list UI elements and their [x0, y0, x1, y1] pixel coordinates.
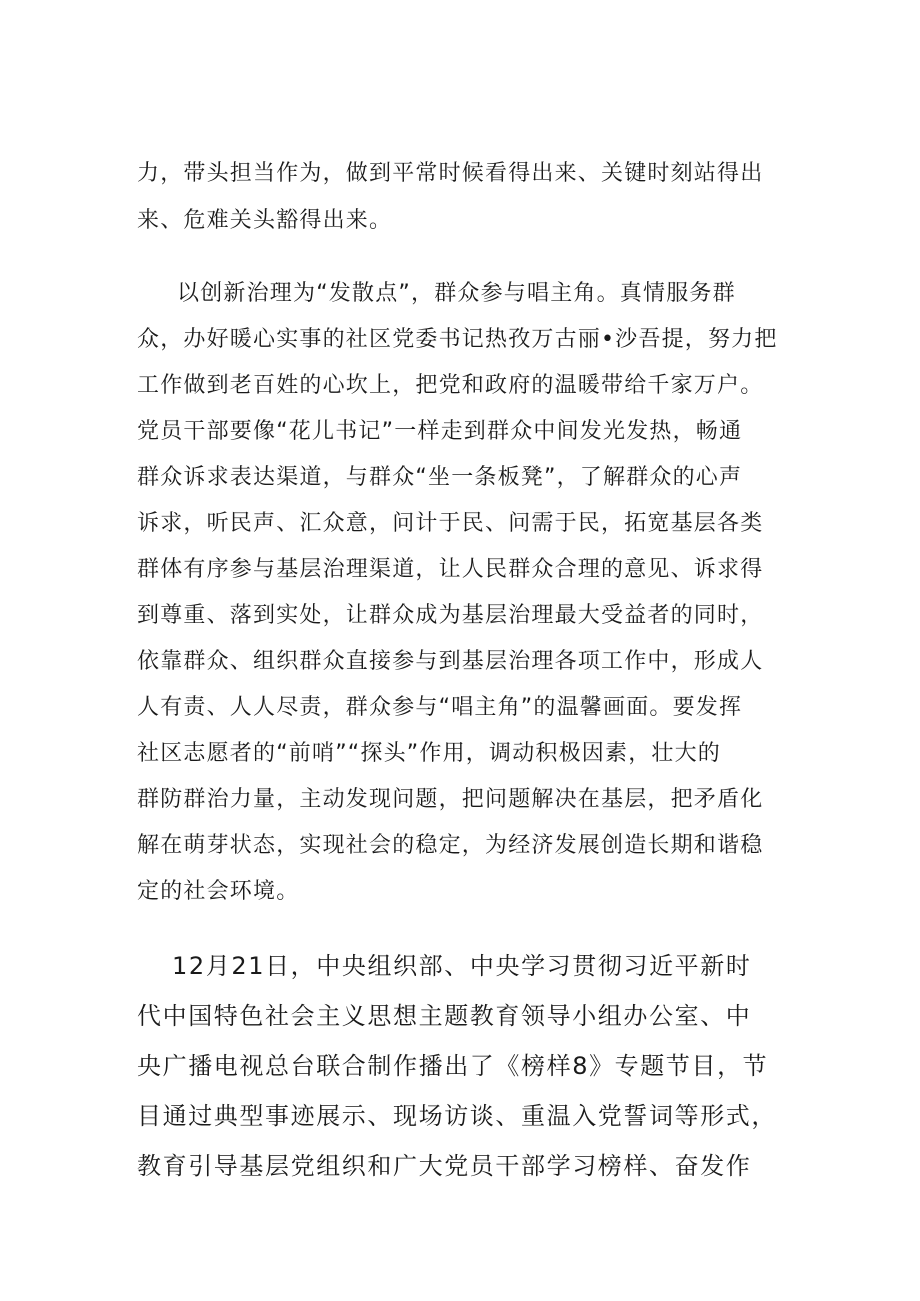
paragraph-2-line-14: 定的社会环境。: [137, 879, 300, 904]
paragraph-1-line-1: 力，带头担当作为，做到平常时候看得出来、关键时刻站得出: [137, 161, 764, 186]
paragraph-3-line-1: 12月21日，中央组织部、中央学习贯彻习近平新时: [172, 952, 752, 980]
paragraph-3-line-5: 教育引导基层党组织和广大党员干部学习榜样、奋发作: [137, 1152, 752, 1180]
paragraph-2-line-3: 工作做到老百姓的心坎上，把党和政府的温暖带给千家万户。: [137, 373, 764, 398]
paragraph-2-line-2: 众，办好暖心实事的社区党委书记热孜万古丽•沙吾提，努力把: [137, 327, 778, 352]
paragraph-2-line-6: 诉求，听民声、汇众意，问计于民、问需于民，拓宽基层各类: [137, 511, 764, 536]
paragraph-3-line-4: 目通过典型事迹展示、现场访谈、重温入党誓词等形式，: [137, 1102, 777, 1130]
paragraph-2-line-12: 群防群治力量，主动发现问题，把问题解决在基层，把矛盾化: [137, 787, 764, 812]
paragraph-1-line-2: 来、危难关头豁得出来。: [137, 208, 393, 233]
paragraph-2-line-11: 社区志愿者的“前哨”“探头”作用，调动积极因素，壮大的: [137, 741, 721, 766]
paragraph-3-line-2: 代中国特色社会主义思想主题教育领导小组办公室、中: [137, 1002, 752, 1030]
paragraph-2-line-9: 依靠群众、组织群众直接参与到基层治理各项工作中，形成人: [137, 649, 764, 674]
paragraph-3-line-3: 央广播电视总台联合制作播出了《榜样8》专题节目，节: [137, 1052, 769, 1080]
paragraph-2-line-8: 到尊重、落到实处，让群众成为基层治理最大受益者的同时，: [137, 603, 764, 628]
paragraph-2-line-5: 群众诉求表达渠道，与群众“坐一条板凳”，了解群众的心声: [137, 465, 743, 490]
paragraph-2-line-10: 人有责、人人尽责，群众参与“唱主角”的温馨画面。要发挥: [137, 695, 743, 720]
paragraph-2-line-7: 群体有序参与基层治理渠道，让人民群众合理的意见、诉求得: [137, 557, 764, 582]
paragraph-2-line-1: 以创新治理为“发散点”，群众参与唱主角。真情服务群: [177, 281, 736, 306]
paragraph-2-line-4: 党员干部要像“花儿书记”一样走到群众中间发光发热，畅通: [137, 419, 743, 444]
paragraph-2-line-13: 解在萌芽状态，实现社会的稳定，为经济发展创造长期和谐稳: [137, 833, 764, 858]
